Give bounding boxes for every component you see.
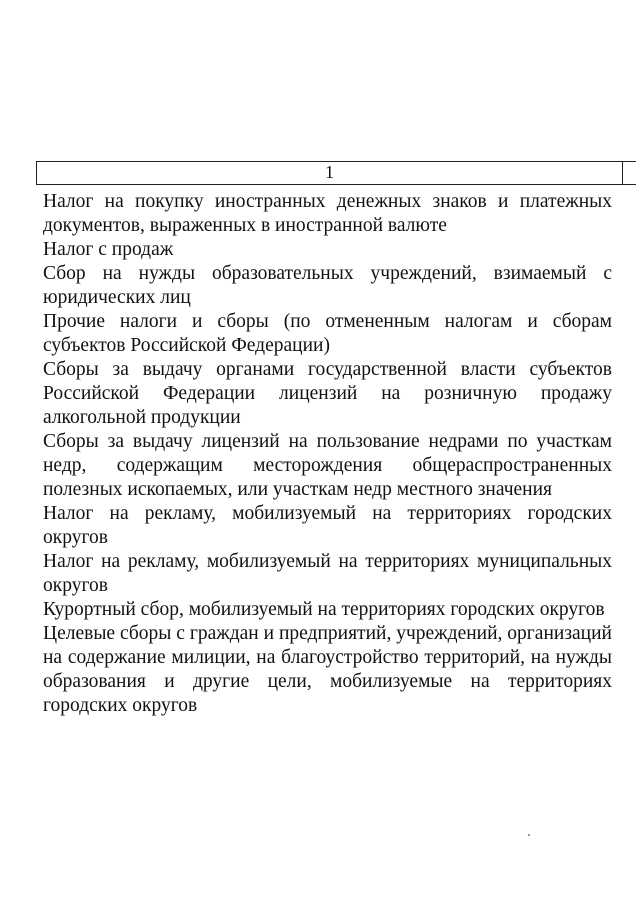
list-item: Целевые сборы с граждан и предприятий, учреждений, организаций на содержание милиции, на благоустройство территорий, на нужды образования и другие цели, мобилизуемые на территориях городских округов [43, 623, 612, 716]
list-item: Сбор на нужды образовательных учреждений, взимаемый с юридических лиц [43, 263, 612, 308]
list-item: Сборы за выдачу органами государственной власти субъектов Российской Федерации лицензий на розничную продажу алкогольной продукции [43, 359, 612, 428]
list-item: Налог на рекламу, мобилизуемый на территориях муниципальных округов [43, 551, 612, 596]
list-item: Налог на рекламу, мобилизуемый на территориях городских округов [43, 503, 612, 548]
list-item: Курортный сбор, мобилизуемый на территориях городских округов [43, 599, 605, 620]
list-item: Налог с продаж [43, 239, 174, 260]
items-list [43, 190, 612, 718]
list-item: Сборы за выдачу лицензий на пользование недрами по участкам недр, содержащим месторождения общераспространенных полезных ископаемых, или участкам недр местного значения [43, 431, 612, 500]
column-number-cell: 1 [37, 162, 623, 184]
list-item: Прочие налоги и сборы (по отмененным налогам и сборам субъектов Российской Федерации) [43, 311, 612, 356]
list-item: Налог на покупку иностранных денежных знаков и платежных документов, выраженных в иностранной валюте [43, 191, 612, 236]
table-header-row [36, 161, 636, 185]
scan-speck [528, 834, 530, 836]
